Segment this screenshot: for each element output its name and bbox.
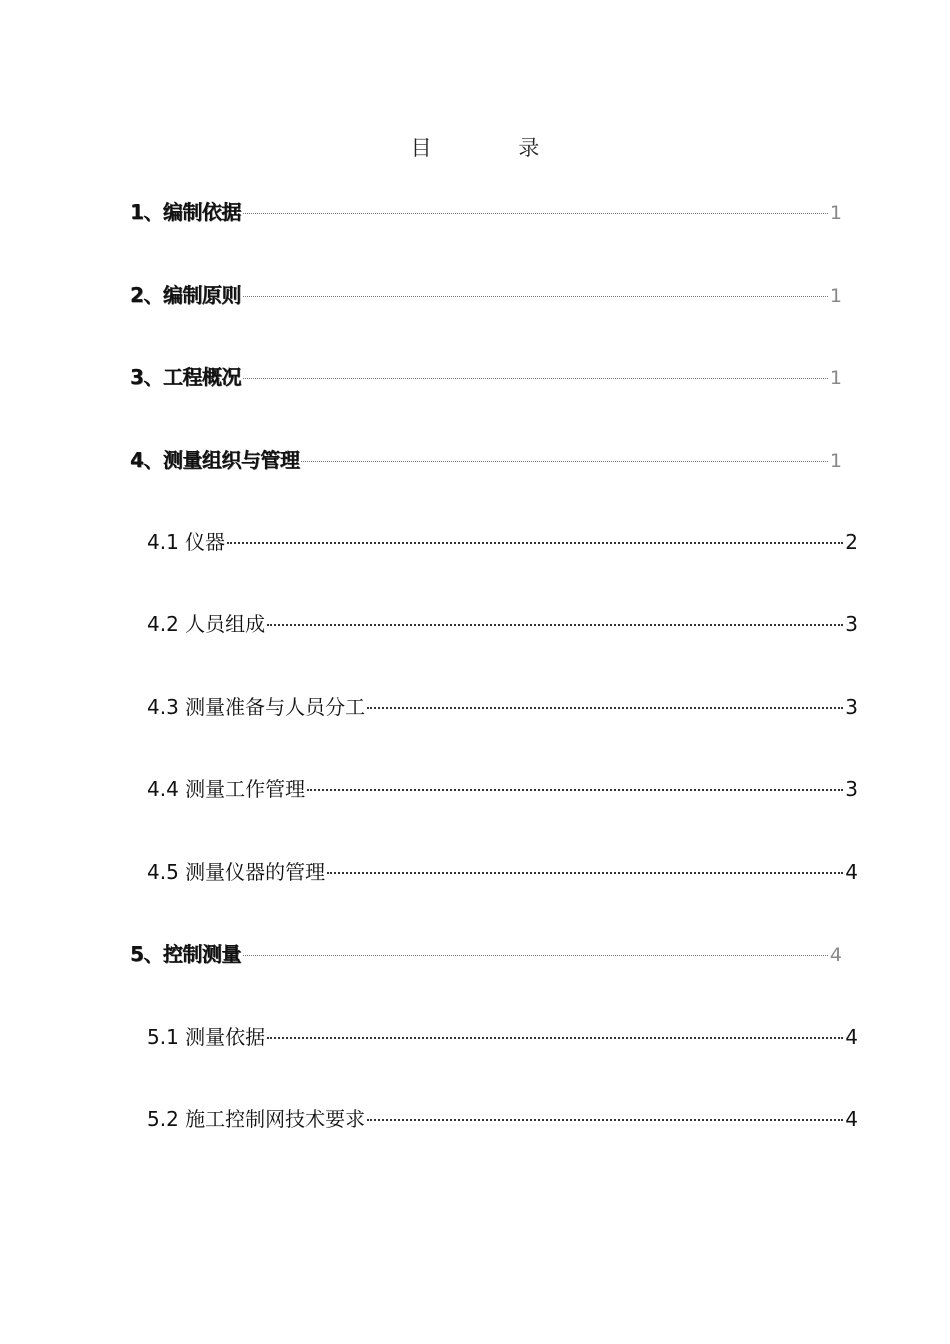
dot-leader [267, 1037, 843, 1039]
toc-entry[interactable] [147, 527, 858, 557]
dot-leader [367, 707, 843, 709]
toc-entry[interactable] [147, 857, 858, 887]
toc-page-number: 4 [845, 1025, 858, 1049]
dot-leader [243, 296, 828, 297]
toc-entry-text: 5.2 施工控制网技术要求 [147, 1107, 366, 1131]
dot-leader [243, 955, 828, 956]
dot-leader [227, 542, 843, 544]
toc-entry-text: 5.1 测量依据 [147, 1025, 266, 1049]
toc-page-number: 4 [829, 944, 842, 966]
toc-page-number: 4 [845, 860, 858, 884]
toc-entry-text: 2、编制原则 [130, 283, 241, 307]
toc-entry[interactable] [130, 939, 842, 969]
toc-entry-text: 4.3 测量准备与人员分工 [147, 695, 366, 719]
toc-entry[interactable] [130, 445, 842, 475]
toc-entry-text: 4、测量组织与管理 [130, 448, 300, 472]
toc-entry[interactable] [147, 609, 858, 639]
toc-page-number: 1 [829, 367, 842, 389]
toc-page-number: 4 [845, 1107, 858, 1131]
toc-title: 目 录 [410, 136, 580, 160]
toc-entry-text: 1、编制依据 [130, 200, 241, 224]
toc-entry-text: 4.2 人员组成 [147, 612, 266, 636]
toc-entry-text: 4.4 测量工作管理 [147, 777, 306, 801]
dot-leader [243, 213, 828, 214]
toc-entry-text: 4.1 仪器 [147, 530, 226, 554]
toc-entry[interactable] [147, 1022, 858, 1052]
toc-entry-text: 3、工程概况 [130, 365, 241, 389]
toc-entry-text: 4.5 测量仪器的管理 [147, 860, 326, 884]
toc-entry[interactable] [130, 197, 842, 227]
dot-leader [327, 872, 843, 874]
dot-leader [367, 1119, 843, 1121]
toc-entry[interactable] [130, 362, 842, 392]
toc-page-number: 3 [845, 612, 858, 636]
toc-page-number: 3 [845, 777, 858, 801]
dot-leader [267, 624, 843, 626]
toc-entry[interactable] [147, 1104, 858, 1134]
toc-page-number: 2 [845, 530, 858, 554]
toc-page-number: 1 [829, 285, 842, 307]
dot-leader [243, 378, 828, 379]
toc-entry[interactable] [147, 692, 858, 722]
toc-entry-text: 5、控制测量 [130, 942, 241, 966]
toc-page-number: 1 [829, 450, 842, 472]
dot-leader [307, 789, 843, 791]
toc-entry[interactable] [147, 774, 858, 804]
toc-page-number: 1 [829, 202, 842, 224]
dot-leader [301, 461, 827, 462]
toc-page-number: 3 [845, 695, 858, 719]
toc-entry[interactable] [130, 280, 842, 310]
